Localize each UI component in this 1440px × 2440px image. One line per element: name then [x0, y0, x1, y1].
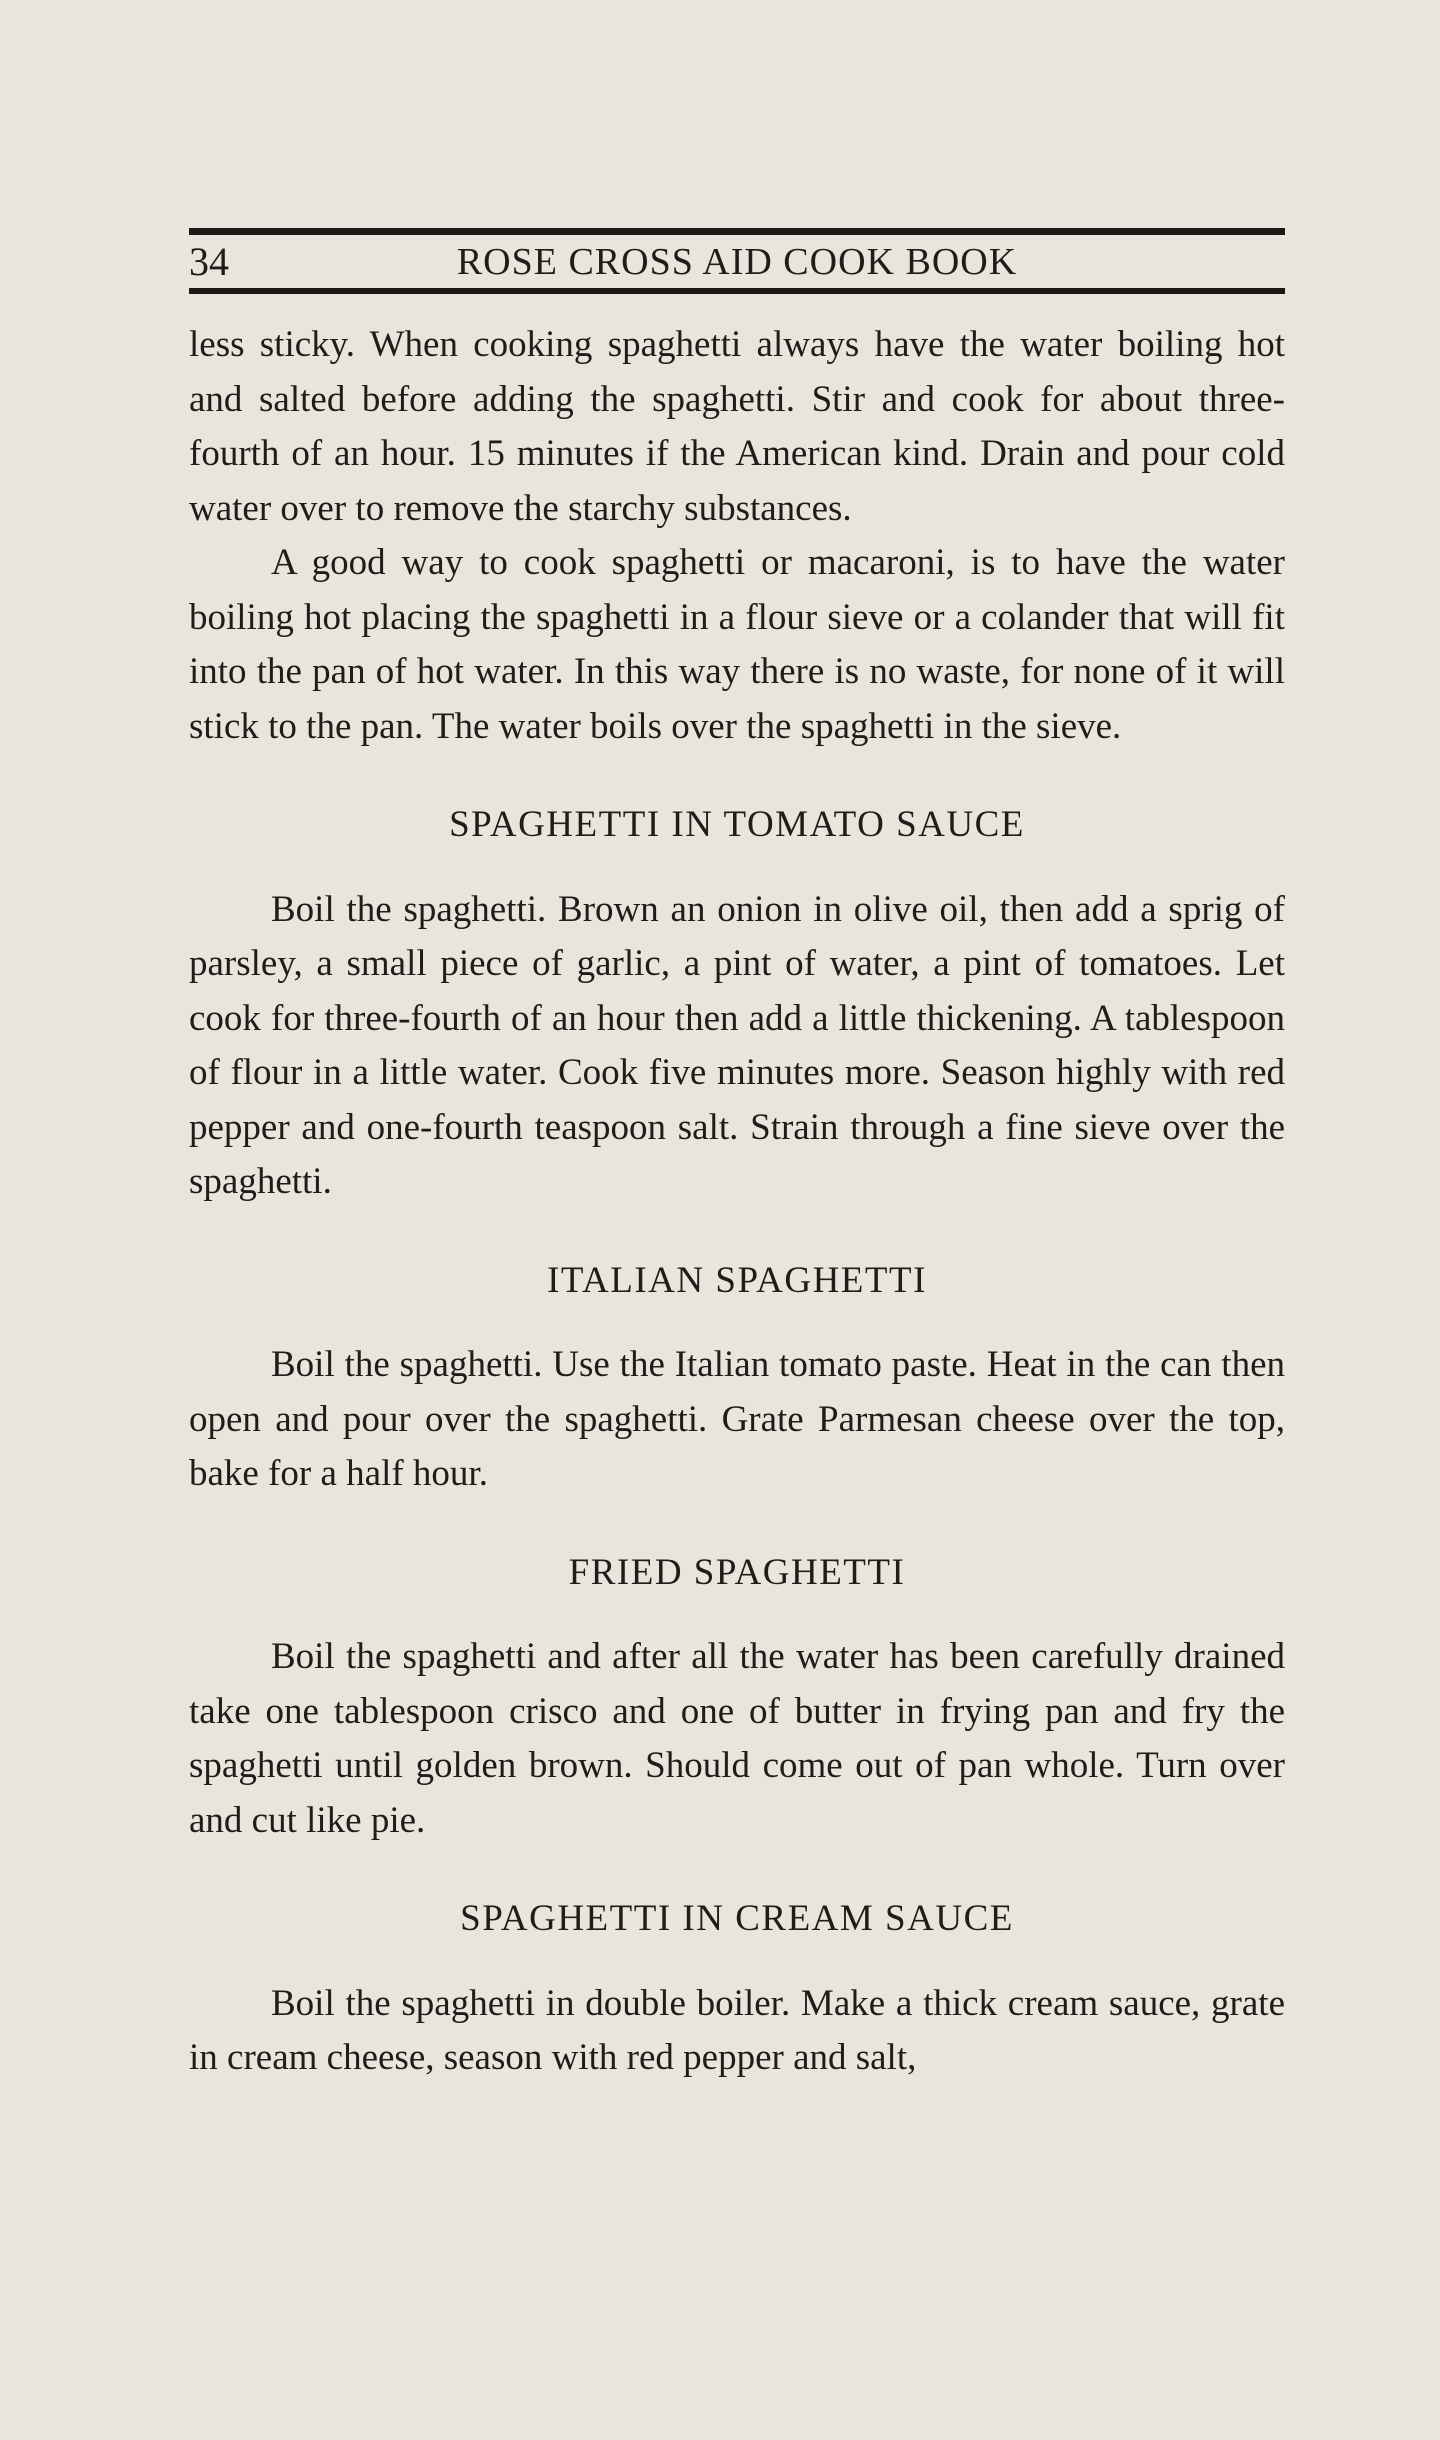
header-rule-bottom: [189, 288, 1285, 294]
header-rule-top: [189, 228, 1285, 235]
recipe-title-italian: ITALIAN SPAGHETTI: [547, 1259, 927, 1301]
recipe-title-tomato-sauce: SPAGHETTI IN TOMATO SAUCE: [449, 804, 1025, 845]
running-title: ROSE CROSS AID COOK BOOK: [456, 241, 1018, 283]
intro-paragraph-2: A good way to cook spaghetti or macaroni, is to have the water boiling hot placing the spaghetti in a flour sieve or a colander that will fit into the pan of hot water. In this way there is no waste, for none of it will stick to the pan. The water boils over the spaghetti in the sieve.: [189, 542, 1285, 747]
recipe-body-fried: Boil the spaghetti and after all the water has been carefully drained take one tablespoon crisco and one of butter in frying pan and fry the spaghetti until golden brown. Should come out of pan whole. Turn over and cut like pie.: [189, 1636, 1285, 1841]
recipe-title-cream-sauce: SPAGHETTI IN CREAM SAUCE: [460, 1898, 1014, 1939]
page-number: 34: [189, 239, 229, 284]
intro-paragraph-1: less sticky. When cooking spaghetti always have the water boiling hot and salted before adding the spaghetti. Stir and cook for about three-fourth of an hour. 15 minutes if the American kind. Drain and pour cold water over to remove the starchy substances.: [189, 324, 1285, 529]
page-content: [189, 318, 1285, 2086]
book-page: [189, 228, 1285, 2086]
page-header: [189, 228, 1285, 296]
recipe-title-fried: FRIED SPAGHETTI: [568, 1551, 906, 1593]
recipe-body-cream-sauce: Boil the spaghetti in double boiler. Make a thick cream sauce, grate in cream cheese, season with red pepper and salt,: [189, 1982, 1285, 2078]
recipe-body-tomato-sauce: Boil the spaghetti. Brown an onion in olive oil, then add a sprig of parsley, a small piece of garlic, a pint of water, a pint of tomatoes. Let cook for three-fourth of an hour then add a little thickening. A tablespoon of flour in a little water. Cook five minutes more. Season highly with red pepper and one-fourth teaspoon salt. Strain through a fine sieve over the spaghetti.: [189, 888, 1285, 1202]
recipe-body-italian: Boil the spaghetti. Use the Italian tomato paste. Heat in the can then open and pour over the spaghetti. Grate Parmesan cheese over the top, bake for a half hour.: [189, 1344, 1285, 1494]
